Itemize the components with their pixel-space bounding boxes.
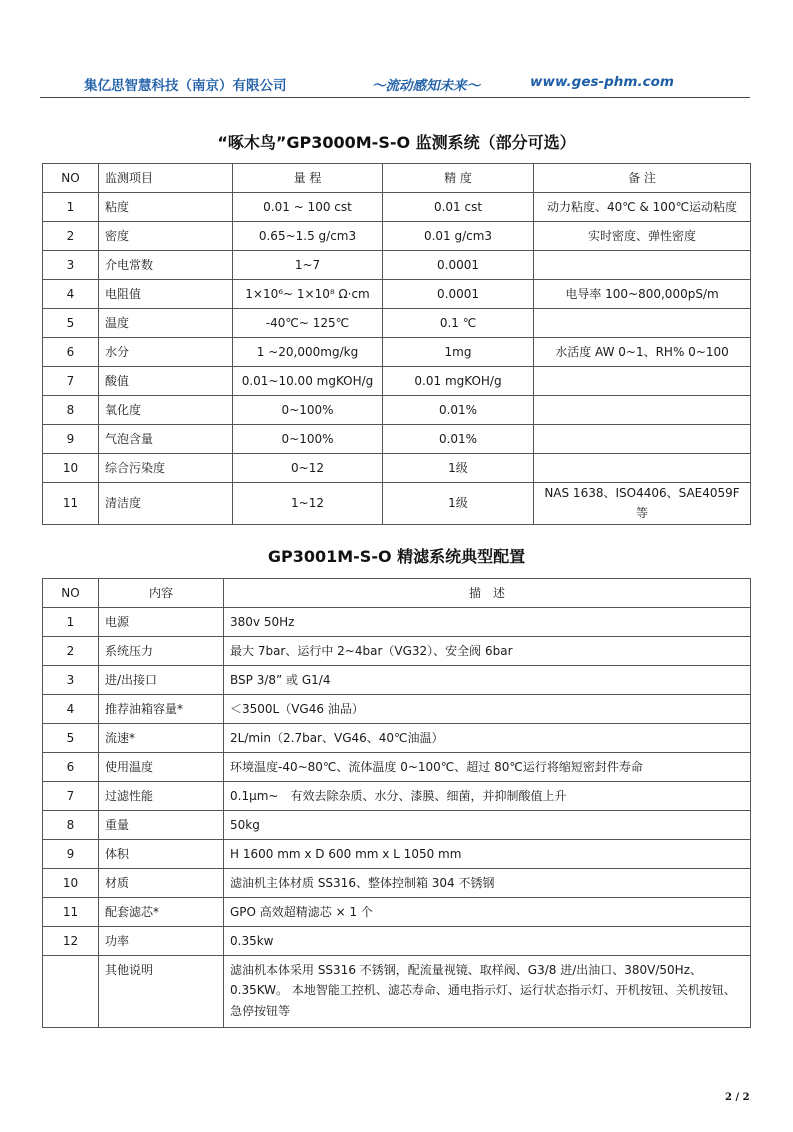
range-value: 1×10⁶~ 1×10⁸ Ω·cm bbox=[233, 280, 383, 309]
range-value: 1~12 bbox=[233, 483, 383, 525]
table-row bbox=[43, 280, 751, 309]
table-row bbox=[43, 193, 751, 222]
row-number: 2 bbox=[43, 637, 99, 666]
table1-title: “啄木鸟”GP3000M-S-O 监测系统（部分可选） bbox=[217, 133, 576, 152]
row-number: 5 bbox=[43, 309, 99, 338]
description: H 1600 mm x D 600 mm x L 1050 mm bbox=[224, 840, 751, 869]
description: 环境温度-40~80℃、流体温度 0~100℃、超过 80℃运行将缩短密封件寿命 bbox=[224, 753, 751, 782]
table-row bbox=[43, 898, 751, 927]
row-number: 4 bbox=[43, 280, 99, 309]
header-divider bbox=[40, 97, 750, 98]
remark bbox=[534, 396, 751, 425]
remark bbox=[534, 367, 751, 396]
table-row bbox=[43, 724, 751, 753]
table-row bbox=[43, 956, 751, 1028]
row-number: 1 bbox=[43, 608, 99, 637]
table-header-row bbox=[43, 579, 751, 608]
accuracy-value: 0.01% bbox=[383, 425, 534, 454]
table-row bbox=[43, 927, 751, 956]
item-name: 氧化度 bbox=[99, 396, 233, 425]
description: 380v 50Hz bbox=[224, 608, 751, 637]
row-number: 5 bbox=[43, 724, 99, 753]
accuracy-value: 1级 bbox=[383, 483, 534, 525]
accuracy-value: 1mg bbox=[383, 338, 534, 367]
item-name: 酸值 bbox=[99, 367, 233, 396]
table-header-row bbox=[43, 164, 751, 193]
range-value: 1~7 bbox=[233, 251, 383, 280]
row-number: 3 bbox=[43, 251, 99, 280]
description: 滤油机本体采用 SS316 不锈钢，配流量视镜、取样阀、G3/8 进/出油口、380V/50Hz、0.35KW。 本地智能工控机、滤芯寿命、通电指示灯、运行状态指示灯、开机按钮、关机按钮、急停按钮等 bbox=[224, 956, 751, 1028]
description: 滤油机主体材质 SS316、整体控制箱 304 不锈钢 bbox=[224, 869, 751, 898]
accuracy-value: 0.0001 bbox=[383, 251, 534, 280]
item-name: 综合污染度 bbox=[99, 454, 233, 483]
row-number: 7 bbox=[43, 782, 99, 811]
item-name: 粘度 bbox=[99, 193, 233, 222]
description: 最大 7bar、运行中 2~4bar（VG32）、安全阀 6bar bbox=[224, 637, 751, 666]
slogan: ～流动感知未来～ bbox=[372, 78, 480, 94]
content-name: 系统压力 bbox=[99, 637, 224, 666]
row-number: 11 bbox=[43, 483, 99, 525]
content-name: 推荐油箱容量* bbox=[99, 695, 224, 724]
description: BSP 3/8” 或 G1/4 bbox=[224, 666, 751, 695]
content-name: 过滤性能 bbox=[99, 782, 224, 811]
row-number: 8 bbox=[43, 396, 99, 425]
header-range: 量 程 bbox=[233, 164, 383, 193]
range-value: 0.01~10.00 mgKOH/g bbox=[233, 367, 383, 396]
range-value: 0.65~1.5 g/cm3 bbox=[233, 222, 383, 251]
header-no: NO bbox=[43, 579, 99, 608]
row-number: 2 bbox=[43, 222, 99, 251]
row-number: 6 bbox=[43, 753, 99, 782]
table-row bbox=[43, 608, 751, 637]
accuracy-value: 0.01 g/cm3 bbox=[383, 222, 534, 251]
remark: NAS 1638、ISO4406、SAE4059F 等 bbox=[534, 483, 751, 525]
row-number: 10 bbox=[43, 869, 99, 898]
content-name: 体积 bbox=[99, 840, 224, 869]
content-name: 进/出接口 bbox=[99, 666, 224, 695]
range-value: -40℃~ 125℃ bbox=[233, 309, 383, 338]
table-row bbox=[43, 753, 751, 782]
row-number: 9 bbox=[43, 425, 99, 454]
item-name: 电阻值 bbox=[99, 280, 233, 309]
header-content: 内容 bbox=[99, 579, 224, 608]
item-name: 温度 bbox=[99, 309, 233, 338]
accuracy-value: 0.0001 bbox=[383, 280, 534, 309]
header-accuracy: 精 度 bbox=[383, 164, 534, 193]
table-row bbox=[43, 309, 751, 338]
company-name: 集亿思智慧科技（南京）有限公司 bbox=[84, 78, 287, 94]
table-row bbox=[43, 666, 751, 695]
row-number: 12 bbox=[43, 927, 99, 956]
page-header bbox=[40, 74, 750, 96]
remark: 水活度 AW 0~1、RH% 0~100 bbox=[534, 338, 751, 367]
table-row bbox=[43, 425, 751, 454]
content-name: 功率 bbox=[99, 927, 224, 956]
description: 0.35kw bbox=[224, 927, 751, 956]
row-number bbox=[43, 956, 99, 1028]
row-number: 7 bbox=[43, 367, 99, 396]
table-row bbox=[43, 637, 751, 666]
row-number: 1 bbox=[43, 193, 99, 222]
description: GPO 高效超精滤芯 × 1 个 bbox=[224, 898, 751, 927]
table-row bbox=[43, 840, 751, 869]
item-name: 密度 bbox=[99, 222, 233, 251]
remark bbox=[534, 309, 751, 338]
range-value: 0~100% bbox=[233, 396, 383, 425]
accuracy-value: 0.01 cst bbox=[383, 193, 534, 222]
content-name: 使用温度 bbox=[99, 753, 224, 782]
header-item: 监测项目 bbox=[99, 164, 233, 193]
accuracy-value: 0.1 ℃ bbox=[383, 309, 534, 338]
remark: 电导率 100~800,000pS/m bbox=[534, 280, 751, 309]
item-name: 介电常数 bbox=[99, 251, 233, 280]
table-row bbox=[43, 782, 751, 811]
row-number: 10 bbox=[43, 454, 99, 483]
table-row bbox=[43, 454, 751, 483]
table2-title: GP3001M-S-O 精滤系统典型配置 bbox=[267, 547, 526, 566]
accuracy-value: 1级 bbox=[383, 454, 534, 483]
row-number: 8 bbox=[43, 811, 99, 840]
row-number: 11 bbox=[43, 898, 99, 927]
page-number: 2 / 2 bbox=[725, 1092, 750, 1103]
website-link[interactable]: www.ges-phm.com bbox=[530, 74, 674, 90]
description: 50kg bbox=[224, 811, 751, 840]
item-name: 气泡含量 bbox=[99, 425, 233, 454]
remark: 实时密度、弹性密度 bbox=[534, 222, 751, 251]
accuracy-value: 0.01% bbox=[383, 396, 534, 425]
header-description: 描 述 bbox=[224, 579, 751, 608]
table-row bbox=[43, 695, 751, 724]
table-row bbox=[43, 222, 751, 251]
table-row bbox=[43, 367, 751, 396]
content-name: 重量 bbox=[99, 811, 224, 840]
range-value: 0~12 bbox=[233, 454, 383, 483]
description: 2L/min（2.7bar、VG46、40℃油温） bbox=[224, 724, 751, 753]
table-row bbox=[43, 811, 751, 840]
content-name: 配套滤芯* bbox=[99, 898, 224, 927]
description: ＜3500L（VG46 油品） bbox=[224, 695, 751, 724]
description: 0.1μm~ 有效去除杂质、水分、漆膜、细菌，并抑制酸值上升 bbox=[224, 782, 751, 811]
remark bbox=[534, 425, 751, 454]
content-name: 材质 bbox=[99, 869, 224, 898]
monitoring-table bbox=[42, 163, 751, 525]
range-value: 0~100% bbox=[233, 425, 383, 454]
content-name: 流速* bbox=[99, 724, 224, 753]
table-row bbox=[43, 869, 751, 898]
table-row bbox=[43, 396, 751, 425]
content-name: 电源 bbox=[99, 608, 224, 637]
range-value: 1 ~20,000mg/kg bbox=[233, 338, 383, 367]
row-number: 4 bbox=[43, 695, 99, 724]
remark bbox=[534, 251, 751, 280]
remark bbox=[534, 454, 751, 483]
table-row bbox=[43, 483, 751, 525]
row-number: 6 bbox=[43, 338, 99, 367]
table-row bbox=[43, 338, 751, 367]
header-no: NO bbox=[43, 164, 99, 193]
row-number: 3 bbox=[43, 666, 99, 695]
item-name: 清洁度 bbox=[99, 483, 233, 525]
header-remark: 备 注 bbox=[534, 164, 751, 193]
remark: 动力粘度、40℃ & 100℃运动粘度 bbox=[534, 193, 751, 222]
configuration-table bbox=[42, 578, 751, 1028]
row-number: 9 bbox=[43, 840, 99, 869]
range-value: 0.01 ~ 100 cst bbox=[233, 193, 383, 222]
content-name: 其他说明 bbox=[99, 956, 224, 1028]
accuracy-value: 0.01 mgKOH/g bbox=[383, 367, 534, 396]
item-name: 水分 bbox=[99, 338, 233, 367]
table-row bbox=[43, 251, 751, 280]
